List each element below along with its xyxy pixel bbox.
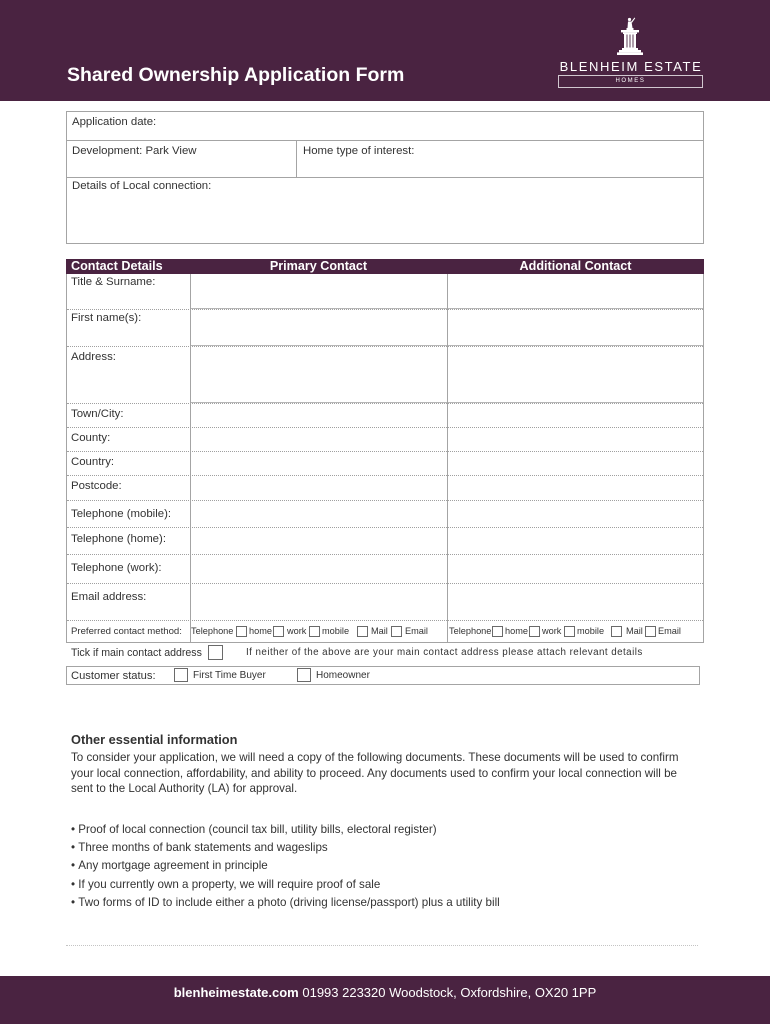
table-row	[67, 528, 703, 555]
logo-wordmark: BLENHEIM ESTATE	[559, 59, 703, 74]
additional-email-field[interactable]	[448, 584, 703, 620]
contact-table	[66, 274, 704, 643]
additional-mobile-option-label: mobile	[577, 626, 605, 636]
application-date-field[interactable]	[67, 112, 703, 141]
additional-email-checkbox[interactable]	[645, 626, 656, 637]
list-item: • Any mortgage agreement in principle	[71, 857, 500, 875]
primary-work-option-label: work	[287, 626, 307, 636]
additional-telephone-group-label: Telephone	[449, 626, 492, 636]
essential-info-heading: Other essential information	[71, 732, 238, 747]
primary-mobile-option-label: mobile	[322, 626, 350, 636]
intro-line: sent to the Local Authority (LA) for approval.	[71, 782, 298, 795]
additional-mail-option-label: Mail	[626, 626, 643, 636]
home-type-field[interactable]	[297, 141, 703, 178]
intro-line: To consider your application, we will need a copy of the following documents. These documents will be used to confirm	[71, 751, 679, 764]
telephone-work-label: Telephone (work):	[71, 562, 162, 574]
primary-country-field[interactable]	[191, 452, 447, 475]
column-divider	[190, 274, 191, 642]
list-item: • If you currently own a property, we will require proof of sale	[71, 876, 500, 894]
telephone-home-label: Telephone (home):	[71, 533, 166, 545]
additional-title-surname-field[interactable]	[448, 274, 703, 309]
telephone-mobile-label: Telephone (mobile):	[71, 508, 172, 520]
title-surname-label: Title & Surname:	[71, 276, 156, 288]
application-details-box	[66, 111, 704, 244]
contact-details-heading: Contact Details	[71, 259, 163, 273]
customer-status-box	[66, 666, 700, 685]
list-item: • Two forms of ID to include either a photo (driving license/passport) plus a utility bill	[71, 894, 500, 912]
local-connection-label: Details of Local connection:	[72, 180, 212, 192]
address-label: Address:	[71, 351, 116, 363]
postcode-label: Postcode:	[71, 480, 122, 492]
additional-contact-heading: Additional Contact	[519, 259, 632, 273]
logo-subtitle: HOMES	[558, 75, 703, 88]
local-connection-field[interactable]	[67, 178, 703, 243]
footer-band	[0, 976, 770, 1024]
list-item: • Three months of bank statements and wageslips	[71, 839, 500, 857]
primary-email-field[interactable]	[191, 584, 447, 620]
primary-town-city-field[interactable]	[191, 404, 447, 427]
primary-home-checkbox[interactable]	[236, 626, 247, 637]
table-row	[67, 428, 703, 452]
application-date-label: Application date:	[72, 116, 157, 128]
primary-telephone-work-field[interactable]	[191, 555, 447, 583]
additional-telephone-work-field[interactable]	[448, 555, 703, 583]
primary-work-checkbox[interactable]	[273, 626, 284, 637]
additional-home-checkbox[interactable]	[492, 626, 503, 637]
intro-line: your local connection, affordability, and ability to proceed. Any documents used to confirm your local connection will be	[71, 766, 678, 780]
first-names-label: First name(s):	[71, 312, 142, 324]
list-item: • Proof of local connection (council tax bill, utility bills, electoral register)	[71, 821, 500, 839]
additional-address-field[interactable]	[448, 347, 703, 403]
additional-mail-checkbox[interactable]	[611, 626, 622, 637]
footer-website-link[interactable]: blenheimestate.com	[173, 985, 299, 1000]
footer-address: 01993 223320 Woodstock, Oxfordshire, OX20 1PP	[302, 985, 597, 1000]
primary-telephone-group-label: Telephone	[191, 626, 234, 636]
essential-info-intro	[71, 750, 679, 797]
dotted-divider	[66, 945, 698, 946]
preferred-contact-row	[67, 621, 703, 642]
homeowner-checkbox[interactable]	[297, 668, 311, 682]
additional-home-option-label: home	[505, 626, 528, 636]
primary-mail-checkbox[interactable]	[357, 626, 368, 637]
main-contact-note: If neither of the above are your main contact address please attach relevant details	[246, 647, 643, 658]
country-label: Country:	[71, 456, 115, 468]
county-label: County:	[71, 432, 111, 444]
primary-county-field[interactable]	[191, 428, 447, 451]
customer-status-label: Customer status:	[71, 670, 156, 682]
primary-mobile-checkbox[interactable]	[309, 626, 320, 637]
table-row	[67, 584, 703, 621]
table-row	[67, 452, 703, 476]
additional-county-field[interactable]	[448, 428, 703, 451]
primary-postcode-field[interactable]	[191, 476, 447, 500]
additional-work-option-label: work	[542, 626, 562, 636]
contact-table-header	[66, 259, 704, 274]
additional-first-names-field[interactable]	[448, 310, 703, 346]
homeowner-label: Homeowner	[316, 670, 370, 681]
additional-telephone-home-field[interactable]	[448, 528, 703, 554]
additional-postcode-field[interactable]	[448, 476, 703, 500]
additional-country-field[interactable]	[448, 452, 703, 475]
development-field[interactable]	[67, 141, 297, 178]
table-row	[67, 310, 703, 347]
table-row	[67, 555, 703, 584]
column-monument-icon	[612, 16, 648, 56]
footer-contact-line	[0, 986, 770, 1000]
table-row	[67, 347, 703, 404]
primary-first-names-field[interactable]	[191, 310, 447, 346]
primary-title-surname-field[interactable]	[191, 274, 447, 309]
additional-work-checkbox[interactable]	[529, 626, 540, 637]
first-time-buyer-checkbox[interactable]	[174, 668, 188, 682]
table-row	[67, 404, 703, 428]
additional-town-city-field[interactable]	[448, 404, 703, 427]
additional-email-option-label: Email	[658, 626, 681, 636]
main-contact-label: Tick if main contact address	[71, 647, 202, 659]
primary-home-option-label: home	[249, 626, 272, 636]
required-documents-list	[71, 821, 500, 912]
additional-mobile-checkbox[interactable]	[564, 626, 575, 637]
town-city-label: Town/City:	[71, 408, 124, 420]
table-row	[67, 476, 703, 501]
first-time-buyer-label: First Time Buyer	[193, 670, 266, 681]
header-band	[0, 0, 770, 101]
email-address-label: Email address:	[71, 591, 147, 603]
page-title: Shared Ownership Application Form	[67, 64, 405, 86]
main-contact-checkbox[interactable]	[208, 645, 223, 660]
primary-mail-option-label: Mail	[371, 626, 388, 636]
table-row	[67, 501, 703, 528]
primary-telephone-mobile-field[interactable]	[191, 501, 447, 527]
table-row	[67, 274, 703, 310]
primary-email-checkbox[interactable]	[391, 626, 402, 637]
home-type-label: Home type of interest:	[303, 145, 415, 157]
primary-telephone-home-field[interactable]	[191, 528, 447, 554]
primary-address-field[interactable]	[191, 347, 447, 403]
primary-contact-heading: Primary Contact	[269, 259, 368, 273]
development-label: Development: Park View	[72, 145, 197, 157]
additional-telephone-mobile-field[interactable]	[448, 501, 703, 527]
primary-email-option-label: Email	[405, 626, 428, 636]
column-divider	[447, 274, 448, 642]
preferred-contact-label: Preferred contact method:	[71, 626, 182, 637]
